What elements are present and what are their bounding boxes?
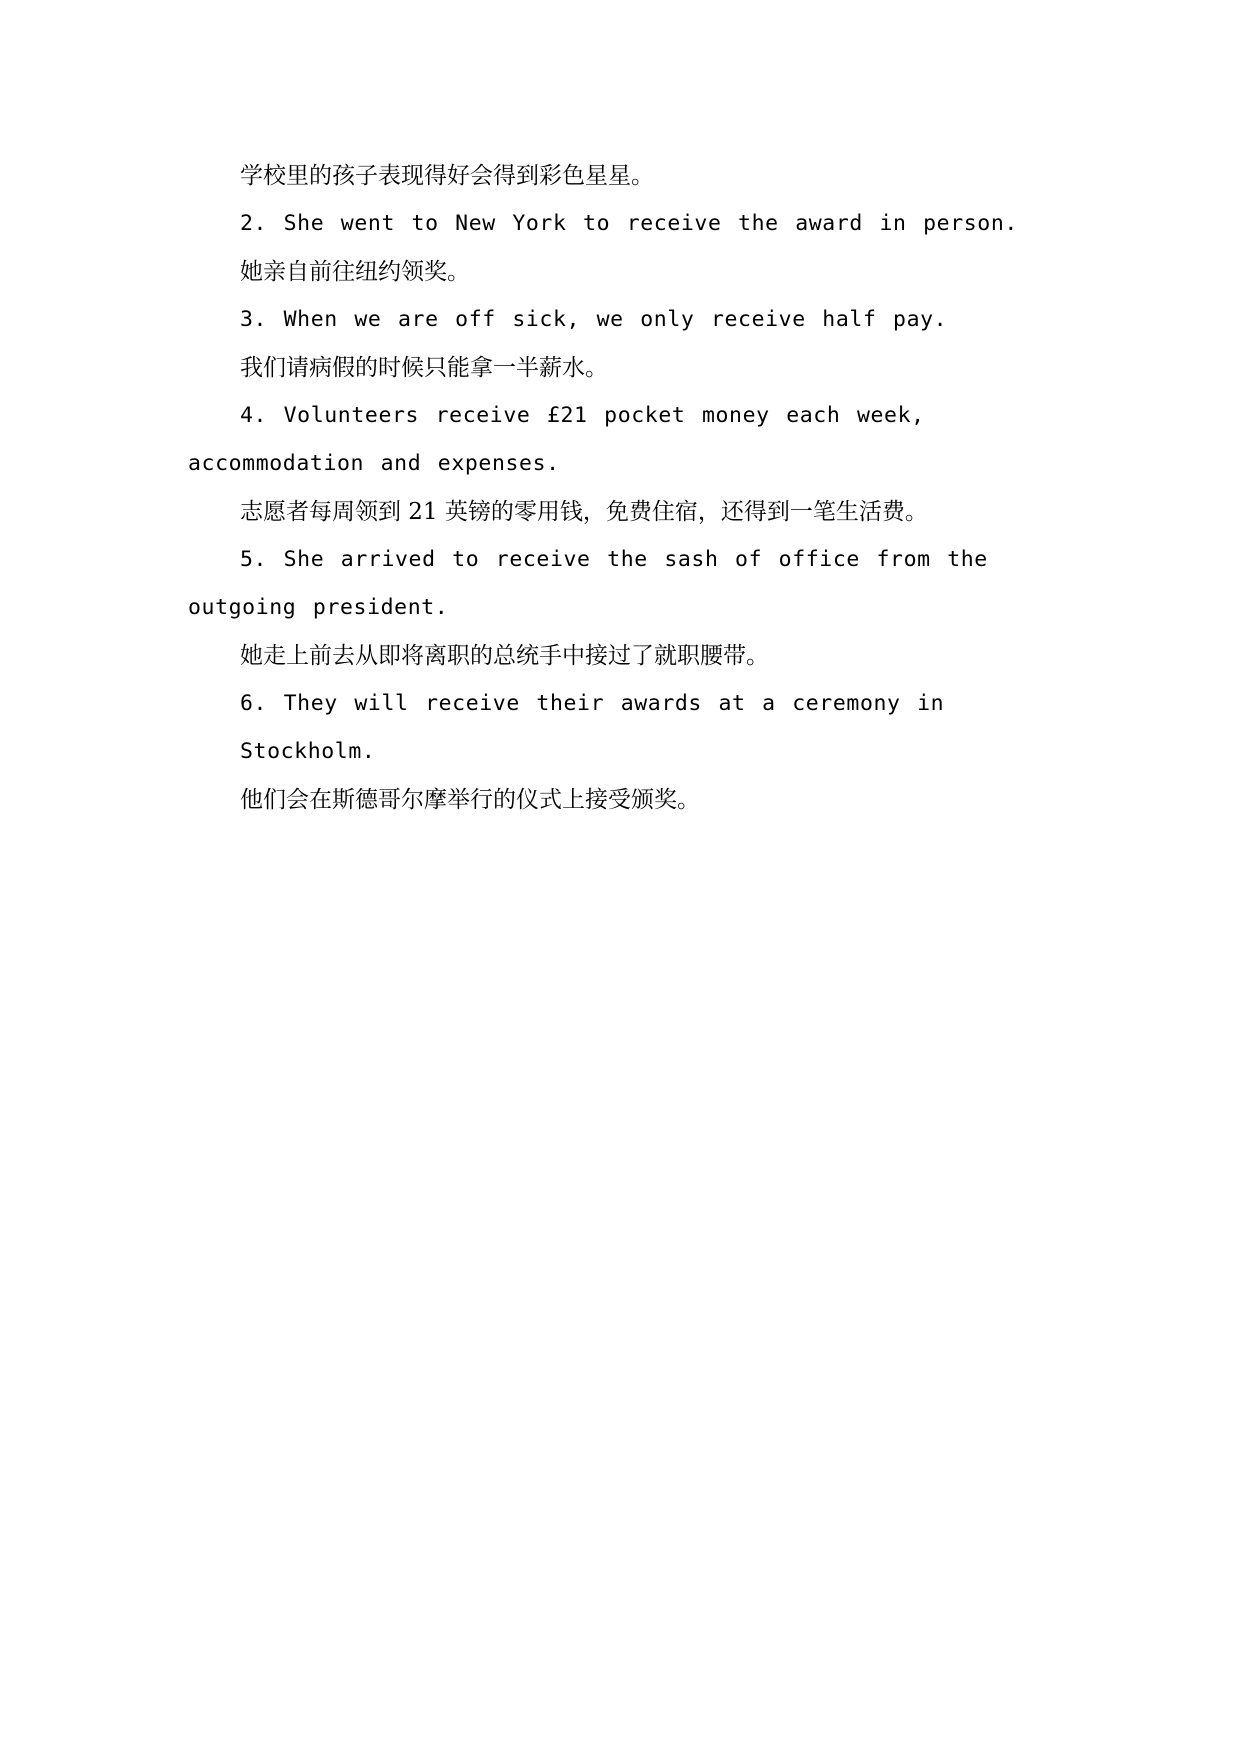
- example-sentence-2: 2. She went to New York to receive the award in person.: [240, 211, 1018, 236]
- translation-line-1: 学校里的孩子表现得好会得到彩色星星。: [240, 163, 654, 189]
- translation-line-4: 志愿者每周领到 21 英镑的零用钱，免费住宿，还得到一笔生活费。: [240, 499, 928, 525]
- translation-line-3: 我们请病假的时候只能拿一半薪水。: [240, 355, 608, 381]
- example-sentence-5: 5. She arrived to receive the sash of office from the outgoing president.: [188, 547, 988, 620]
- document-body: [188, 152, 1043, 824]
- example-sentence-3: 3. When we are off sick, we only receive half pay.: [240, 307, 948, 332]
- example-sentence-6: 6. They will receive their awards at a ceremony in Stockholm.: [240, 691, 945, 764]
- translation-line-6: 他们会在斯德哥尔摩举行的仪式上接受颁奖。: [240, 787, 700, 813]
- translation-line-2: 她亲自前往纽约领奖。: [240, 259, 470, 285]
- example-sentence-4: 4. Volunteers receive £21 pocket money each week, accommodation and expenses.: [188, 403, 925, 476]
- translation-line-5: 她走上前去从即将离职的总统手中接过了就职腰带。: [240, 643, 769, 669]
